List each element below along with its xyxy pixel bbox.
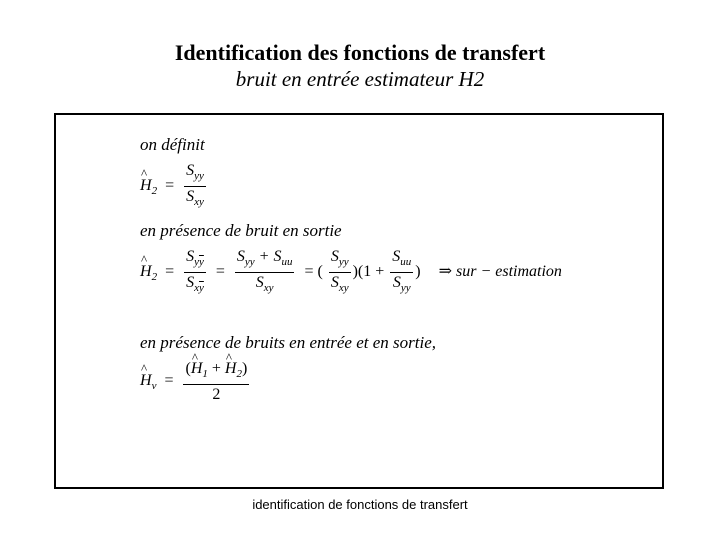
hv-num-b: ^ H — [225, 359, 237, 378]
text-output-noise: en présence de bruit en sortie — [140, 221, 342, 240]
h2-symbol-2: ^ H — [140, 263, 152, 281]
h2-num: S — [186, 162, 195, 179]
h2-den-sub: xy — [194, 196, 204, 208]
equation-h2-output-noise: ^ $H_2$ = $\frac{S_{y\overline{y}}}{S_{x\overline{y}}}$ = $\frac{S_{yy} + S_{uu}}{S_{xy}}$ = ( $\frac{S_{yy}}{S_{xy}}$ )(1 + $\frac{S_{uu}}{S_{yy}}$ ) ⇒ sur − estimation — [140, 247, 562, 298]
text-both-noise: en présence de bruits en entrée et en sortie, — [140, 333, 436, 352]
equation-h2: ^ $H_2$ = $\frac{S_{yy}}{S_{xy}}$ — [140, 161, 208, 212]
text-define: on définit — [140, 135, 205, 154]
content-frame — [54, 113, 664, 489]
slide-title — [0, 40, 720, 92]
hv-fraction: $\frac{(\^{} H_1 + \^{} H_2)}{2}$ — [183, 359, 249, 404]
title-line-2: bruit en entrée estimateur H2 — [235, 67, 485, 91]
title-line-1: Identification des fonctions de transfert — [174, 40, 546, 65]
h2-num-sub: yy — [194, 170, 204, 182]
text-overestimation: sur − estimation — [456, 263, 562, 281]
h2-fraction — [184, 161, 206, 212]
hv-num-b-sub: 2 — [236, 368, 242, 380]
h2-symbol: ^ H — [140, 177, 152, 195]
hv-num-a: ^ H — [191, 359, 203, 378]
hv-num-a-sub: 1 — [202, 368, 208, 380]
h2-sub: 2 — [151, 185, 158, 198]
h2-den: S — [186, 188, 195, 205]
hv-sub: v — [151, 380, 157, 393]
equation-hv: ^ $H_v$ = $\frac{(\^{} H_1 + \^{} H_2)}{2}$ — [140, 359, 251, 404]
hv-symbol: ^ H — [140, 372, 152, 390]
hv-den: 2 — [212, 386, 221, 403]
footer: identification de fonctions de transfert — [252, 497, 468, 512]
